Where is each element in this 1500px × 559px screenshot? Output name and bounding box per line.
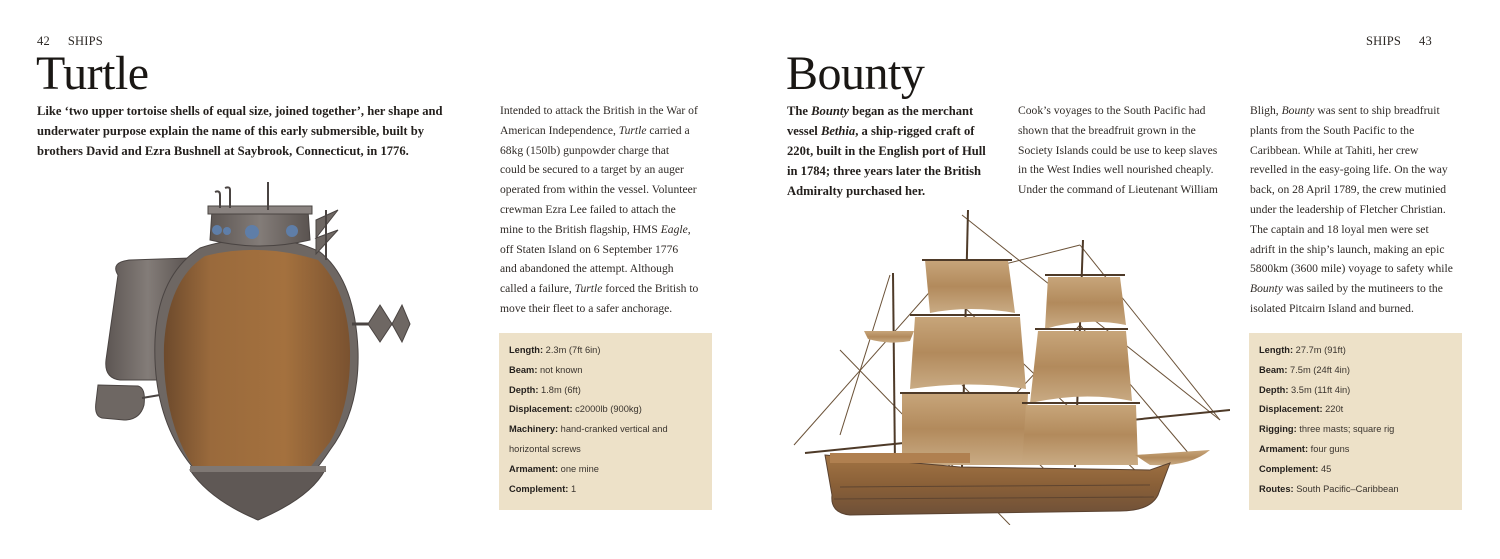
spec-row <box>1259 400 1452 420</box>
italic-run: Bounty <box>811 104 849 118</box>
body-line <box>1018 121 1243 141</box>
bounty-body-col2 <box>1250 101 1475 319</box>
body-line <box>500 200 720 220</box>
spec-label: Displacement: <box>509 404 576 415</box>
spec-value: hand-cranked vertical and <box>560 424 668 435</box>
turtle-body-text <box>500 101 720 319</box>
text-run: shown that the breadfruit grown in the <box>1018 123 1196 137</box>
text-run: adrift in the ship’s launch, making an epic <box>1250 242 1445 256</box>
text-run: under the leadership of Fletcher Christian. <box>1250 202 1446 216</box>
body-line <box>1250 259 1475 279</box>
page-title-turtle: Turtle <box>36 47 149 100</box>
running-head: SHIPS <box>67 34 103 48</box>
lede-line: underwater purpose explain the name of this early submersible, built by <box>37 124 425 138</box>
text-run: isolated Pitcairn Island and burned. <box>1250 301 1414 315</box>
spec-label: Displacement: <box>1259 404 1326 415</box>
spec-row <box>509 480 702 500</box>
spec-value: 2.3m (7ft 6in) <box>545 345 601 355</box>
text-run: revelled in the easy-going life. On the way <box>1250 163 1448 177</box>
spec-value: one mine <box>560 463 599 474</box>
body-line <box>1250 299 1475 319</box>
text-run: Intended to attack the British in the War of <box>500 104 698 117</box>
text-run: Under the command of Lieutenant William <box>1018 183 1218 197</box>
body-line <box>500 299 720 319</box>
spec-label: Complement: <box>509 483 571 494</box>
text-run: mine to the British flagship, HMS <box>500 222 661 236</box>
text-run: Bligh, <box>1250 104 1282 117</box>
spec-value: 220t <box>1325 404 1344 415</box>
lede-line <box>787 101 1002 121</box>
spec-value: 7.5m (24ft 4in) <box>1290 364 1350 375</box>
body-line <box>500 220 720 240</box>
lede-line: Like ‘two upper tortoise shells of equal size, joined together’, her shape and <box>37 104 443 118</box>
text-run: off Staten Island on 6 September 1776 <box>500 242 679 256</box>
lede-line <box>787 181 1002 201</box>
spec-value: three masts; square rig <box>1299 424 1395 435</box>
turtle-lede <box>37 101 477 161</box>
spec-label: Routes: <box>1259 483 1297 494</box>
text-run: called a failure, <box>500 282 575 296</box>
body-line <box>1018 141 1243 161</box>
body-line <box>500 279 720 299</box>
text-run: Society Islands could be use to keep slaves <box>1018 143 1218 157</box>
bounty-body-col1 <box>1018 101 1243 200</box>
text-run: 68kg (150lb) gunpowder charge that <box>500 143 670 157</box>
spec-row <box>1259 361 1452 381</box>
bounty-spec-box <box>1249 333 1462 510</box>
body-line <box>1018 180 1243 200</box>
text-run: Cook’s voyages to the South Pacific had <box>1018 104 1206 117</box>
spec-value: 45 <box>1320 463 1332 474</box>
text-run: began as the merchant <box>848 104 974 118</box>
body-line <box>1018 101 1243 121</box>
lede-line <box>787 121 1002 141</box>
turtle-submersible-illustration <box>80 180 440 550</box>
text-run: Admiralty purchased her. <box>787 184 926 198</box>
spec-row <box>509 460 702 480</box>
spec-row <box>1259 420 1452 440</box>
page-number: 43 <box>1419 34 1432 48</box>
spec-row <box>1259 460 1452 480</box>
spec-label: Length: <box>1259 345 1296 355</box>
text-run: American Independence, <box>500 123 619 137</box>
text-run: was sent to ship breadfruit <box>1314 104 1440 117</box>
spec-value: horizontal screws <box>509 443 581 454</box>
italic-run: Turtle <box>618 123 647 137</box>
spec-row <box>509 381 702 401</box>
spec-row <box>1259 381 1452 401</box>
italic-run: Bounty <box>1281 104 1315 117</box>
spec-label: Armament: <box>509 463 561 474</box>
text-run: , <box>687 222 691 236</box>
text-run: in 1784; three years later the British <box>787 164 982 178</box>
spec-label: Length: <box>509 345 546 355</box>
spec-value: South Pacific–Caribbean <box>1296 483 1399 494</box>
body-line <box>1250 180 1475 200</box>
spec-label: Rigging: <box>1259 424 1300 435</box>
italic-run: Bounty <box>1250 282 1283 296</box>
body-line <box>1250 121 1475 141</box>
spec-row <box>1259 440 1452 460</box>
bounty-illustration-svg <box>790 205 1230 525</box>
spec-row <box>509 341 702 361</box>
bounty-ship-illustration <box>790 205 1230 525</box>
spec-label: Beam: <box>509 364 541 375</box>
text-run: plants from the South Pacific to the <box>1250 123 1415 137</box>
italic-run: Eagle <box>660 222 688 236</box>
body-line <box>500 101 720 121</box>
text-run: was sailed by the mutineers to the <box>1282 282 1443 296</box>
lede-line <box>787 141 1002 161</box>
spec-row <box>509 400 702 420</box>
text-run: back, on 28 April 1789, the crew mutinied <box>1250 183 1447 197</box>
turtle-spec-box <box>499 333 712 510</box>
body-line <box>1250 240 1475 260</box>
text-run: and abandoned the attempt. Although <box>500 262 674 276</box>
spec-value: four guns <box>1310 443 1350 454</box>
spec-label: Armament: <box>1259 443 1311 454</box>
text-run: The captain and 18 loyal men were set <box>1250 222 1429 236</box>
spec-row <box>1259 480 1452 500</box>
spec-label: Depth: <box>509 384 542 395</box>
text-run: vessel <box>787 124 821 138</box>
spec-label: Machinery: <box>509 424 561 435</box>
spec-value: 1.8m (6ft) <box>541 384 581 395</box>
body-line <box>500 259 720 279</box>
spec-value: 3.5m (11ft 4in) <box>1291 384 1351 395</box>
text-run: , a ship-rigged craft of <box>855 124 975 138</box>
body-line <box>500 240 720 260</box>
text-run: move their fleet to a safer anchorage. <box>500 301 673 315</box>
body-line <box>500 160 720 180</box>
body-line <box>1250 220 1475 240</box>
spec-label: Depth: <box>1259 384 1292 395</box>
spec-label: Beam: <box>1259 364 1291 375</box>
bounty-lede <box>787 101 1002 201</box>
text-run: crewman Ezra Lee failed to attach the <box>500 202 676 216</box>
italic-run: Turtle <box>574 282 603 296</box>
text-run: Caribbean. While at Tahiti, her crew <box>1250 143 1419 157</box>
turtle-illustration-svg <box>80 180 440 550</box>
body-line <box>1250 101 1475 121</box>
spec-row <box>1259 341 1452 361</box>
body-line <box>500 121 720 141</box>
spec-value: 1 <box>570 483 577 494</box>
spec-value: not known <box>540 364 583 375</box>
body-line <box>1250 141 1475 161</box>
text-run: carried a <box>646 123 690 137</box>
page-title-bounty: Bounty <box>786 47 925 100</box>
spec-row <box>509 440 702 460</box>
body-line <box>1250 200 1475 220</box>
spec-row <box>509 420 702 440</box>
running-head: SHIPS <box>1366 34 1402 48</box>
text-run: 220t, built in the English port of Hull <box>787 144 986 158</box>
text-run: could be secured to a target by an auger <box>500 163 684 177</box>
body-line <box>1250 279 1475 299</box>
body-line <box>500 180 720 200</box>
body-line <box>1018 160 1243 180</box>
page-number: 42 <box>37 34 50 48</box>
body-line <box>500 141 720 161</box>
text-run: The <box>787 104 812 118</box>
spec-value: 27.7m (91ft) <box>1295 345 1346 355</box>
body-line <box>1250 160 1475 180</box>
spec-label: Complement: <box>1259 463 1321 474</box>
spec-row <box>509 361 702 381</box>
spec-value: c2000lb (900kg) <box>575 404 642 415</box>
lede-line: brothers David and Ezra Bushnell at Saybrook, Connecticut, in 1776. <box>37 144 409 158</box>
right-page-folio <box>1366 34 1432 49</box>
lede-line <box>787 161 1002 181</box>
text-run: operated from within the vessel. Volunteer <box>500 183 697 197</box>
text-run: in the West Indies well nourished cheaply. <box>1018 163 1214 177</box>
text-run: 5800km (3600 mile) voyage to safety while <box>1250 262 1453 276</box>
italic-run: Bethia <box>820 124 856 138</box>
text-run: forced the British to <box>602 282 699 296</box>
